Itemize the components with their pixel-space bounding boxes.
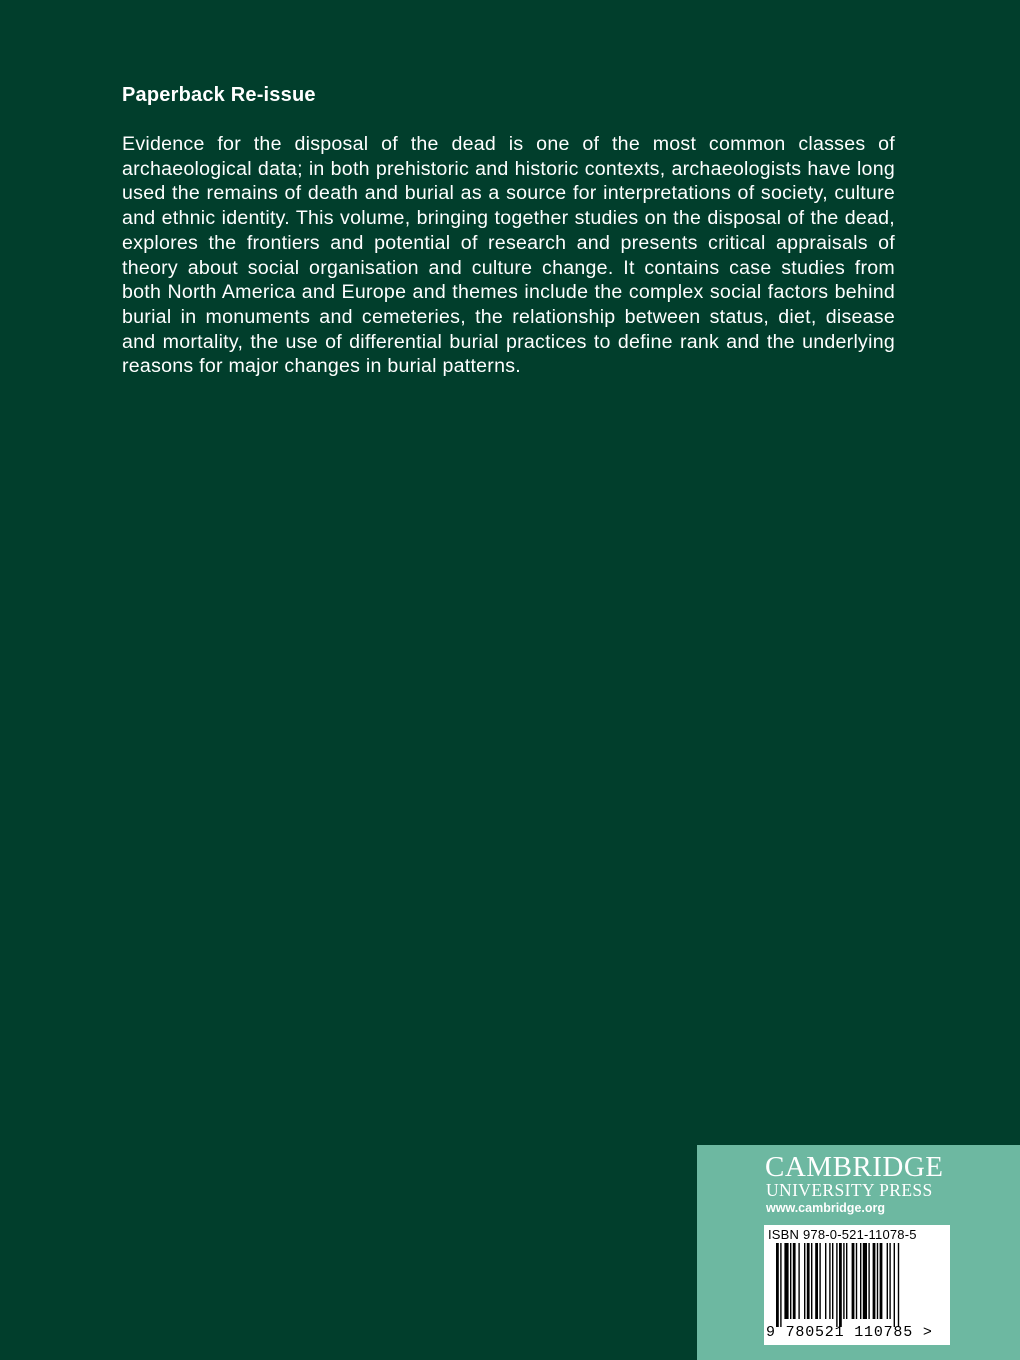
barcode-bar <box>877 1243 878 1319</box>
barcode-bar <box>780 1243 781 1327</box>
barcode-bar <box>860 1243 861 1319</box>
barcode-bar <box>889 1243 890 1319</box>
barcode-bar <box>880 1243 883 1319</box>
barcode-bar <box>815 1243 818 1319</box>
book-description: Evidence for the disposal of the dead is one of the most common classes of archaeological data; in both prehistoric and historic contexts, archaeologists have long used the remains of death and burial as a source for interpretations of society, culture and ethnic identity. This volume, bringing together studies on the disposal of the dead, explores the frontiers and potential of research and presents critical appraisals of theory about social organisation and culture change. It contains case studies from both North America and Europe and themes include the complex social factors behind burial in monuments and cemeteries, the relationship between status, diet, disease and mortality, the use of differential burial practices to define rank and the underlying reasons for major changes in burial patterns. <box>122 133 895 378</box>
barcode-bar <box>793 1243 796 1319</box>
publisher-website: www.cambridge.org <box>766 1201 886 1215</box>
barcode-bar <box>873 1243 876 1319</box>
barcode-bar <box>898 1243 899 1327</box>
barcode-bar <box>836 1243 837 1327</box>
barcode-digits: 9 780521 110785 > <box>766 1324 933 1341</box>
barcode-bar <box>887 1243 888 1319</box>
barcode-bar <box>825 1243 826 1319</box>
publisher-logo-subname: UNIVERSITY PRESS <box>766 1180 933 1200</box>
publisher-logo-name: CAMBRIDGE <box>765 1151 944 1183</box>
barcode-bar <box>839 1243 842 1327</box>
barcode-bar <box>784 1243 788 1319</box>
barcode-bar <box>776 1243 779 1327</box>
barcode-bar <box>798 1243 799 1319</box>
barcode-bar <box>832 1243 833 1319</box>
barcode-icon <box>768 1243 946 1327</box>
barcode-bar <box>863 1243 867 1319</box>
barcode-bar <box>790 1243 791 1319</box>
publisher-panel <box>697 1145 1020 1360</box>
barcode-bar <box>868 1243 869 1319</box>
barcode-bar <box>846 1243 847 1319</box>
reissue-heading: Paperback Re-issue <box>122 84 316 106</box>
barcode-bar <box>807 1243 810 1319</box>
barcode-bar <box>852 1243 855 1319</box>
isbn-barcode-box <box>764 1225 950 1345</box>
barcode-bar <box>843 1243 844 1319</box>
barcode-bar <box>819 1243 820 1319</box>
isbn-label: ISBN 978-0-521-11078-5 <box>768 1227 917 1242</box>
barcode-bar <box>811 1243 812 1319</box>
barcode-bar <box>804 1243 805 1319</box>
barcode-bar <box>894 1243 895 1327</box>
barcode-bar <box>829 1243 830 1319</box>
barcode-bar <box>856 1243 857 1319</box>
